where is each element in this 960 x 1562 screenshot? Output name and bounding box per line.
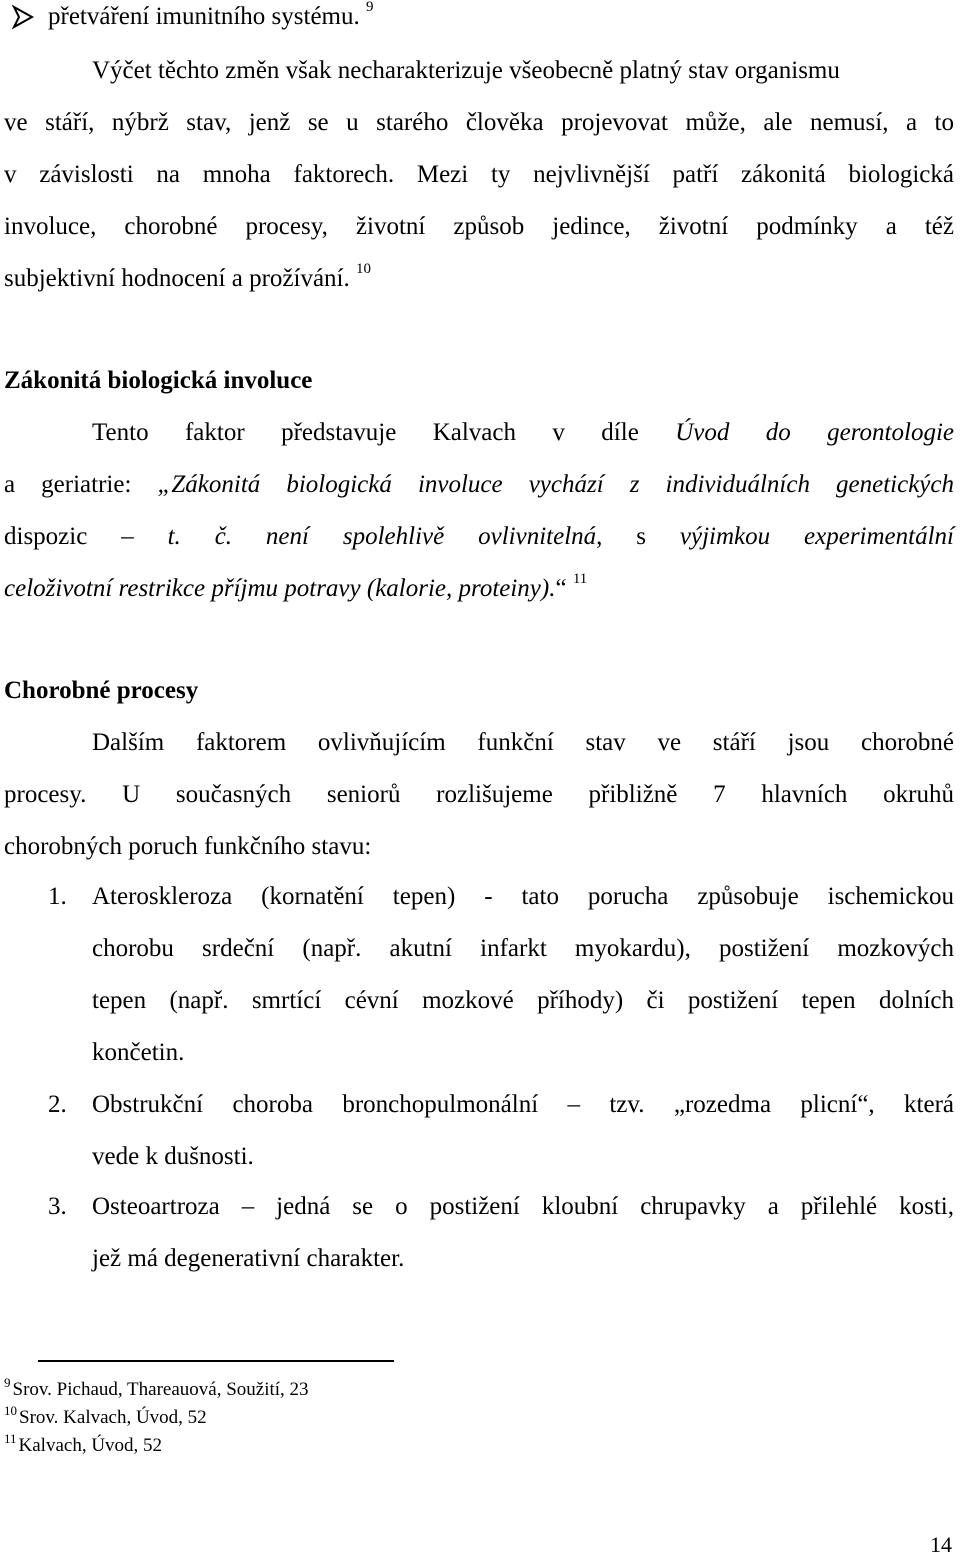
list-item-line: chorobu srdeční (např. akutní infarkt myokardu), postižení mozkových <box>92 935 954 962</box>
paragraph-line: chorobných poruch funkčního stavu: <box>4 833 372 860</box>
arrow-bullet-icon <box>10 4 36 30</box>
list-item-line: jež má degenerativní charakter. <box>92 1245 405 1272</box>
section-heading: Chorobné procesy <box>4 677 199 704</box>
footnote <box>4 1403 207 1431</box>
footnote-number: 9 <box>4 1375 11 1390</box>
list-item-line: vede k dušnosti. <box>92 1143 254 1170</box>
footnote-number: 10 <box>4 1403 17 1418</box>
list-item-line: končetin. <box>92 1039 185 1066</box>
footnote-text: Srov. Pichaud, Thareauová, Soužití, 23 <box>12 1379 309 1400</box>
quote-text: t. č. není spolehlivě ovlivnitelná <box>167 523 597 550</box>
quote-close: “ <box>555 575 567 602</box>
section-heading: Zákonitá biologická involuce <box>4 367 313 394</box>
quote-text: celoživotní restrikce příjmu potravy (kalorie, proteiny). <box>4 575 556 602</box>
paragraph-line <box>4 262 954 299</box>
paragraph-line <box>92 416 954 450</box>
paragraph-text: dispozic – <box>4 523 168 550</box>
footnote-text: Kalvach, Úvod, 52 <box>18 1435 163 1456</box>
list-item-line: Ateroskleroza (kornatění tepen) - tato porucha způsobuje ischemickou <box>92 883 954 910</box>
page-number: 14 <box>930 1532 952 1557</box>
paragraph-line: Dalším faktorem ovlivňujícím funkční stav ve stáří jsou chorobné <box>92 729 954 756</box>
footnote-ref: 10 <box>356 261 372 277</box>
paragraph-line: Výčet těchto změn však necharakterizuje všeobecně platný stav organismu <box>92 57 840 84</box>
list-item-line: Obstrukční choroba bronchopulmonální – tzv. „rozedma plicní“, která <box>92 1091 954 1118</box>
footnote-ref: 11 <box>572 571 588 587</box>
footnote <box>4 1431 163 1459</box>
paragraph-line: ve stáří, nýbrž stav, jenž se u starého člověka projevovat může, ale nemusí, a to <box>4 109 954 136</box>
list-item-line: tepen (např. smrtící cévní mozkové příhody) či postižení tepen dolních <box>92 987 954 1014</box>
quote-text: „Zákonitá biologická involuce vychází z individuálních genetických <box>157 471 954 498</box>
book-title: Úvod do gerontologie <box>675 419 954 446</box>
paragraph-line: involuce, chorobné procesy, životní způsob jedince, životní podmínky a též <box>4 213 954 240</box>
paragraph-text: a geriatrie: <box>4 471 158 498</box>
list-item-line: Osteoartroza – jedná se o postižení kloubní chrupavky a přilehlé kosti, <box>92 1193 954 1220</box>
footnote <box>4 1375 309 1403</box>
paragraph-line <box>4 572 954 609</box>
list-number: 3. <box>48 1193 67 1220</box>
footnote-separator <box>38 1360 394 1362</box>
bullet-item <box>48 0 960 37</box>
bullet-text: přetváření imunitního systému. <box>48 3 360 30</box>
paragraph-line <box>4 468 954 502</box>
paragraph-text: subjektivní hodnocení a prožívání. <box>4 265 350 292</box>
quote-text: výjimkou experimentální <box>679 523 954 550</box>
paragraph-text: Tento faktor představuje Kalvach v díle <box>92 419 676 446</box>
paragraph-line: v závislosti na mnoha faktorech. Mezi ty nejvlivnější patří zákonitá biologická <box>4 161 954 188</box>
list-number: 2. <box>48 1091 67 1118</box>
paragraph-text: , s <box>596 523 680 550</box>
list-number: 1. <box>48 883 67 910</box>
footnote-text: Srov. Kalvach, Úvod, 52 <box>19 1407 207 1428</box>
footnote-number: 11 <box>4 1431 17 1446</box>
footnote-ref: 9 <box>366 0 374 15</box>
paragraph-line: procesy. U současných seniorů rozlišujeme přibližně 7 hlavních okruhů <box>4 781 954 808</box>
paragraph-line <box>4 520 954 554</box>
